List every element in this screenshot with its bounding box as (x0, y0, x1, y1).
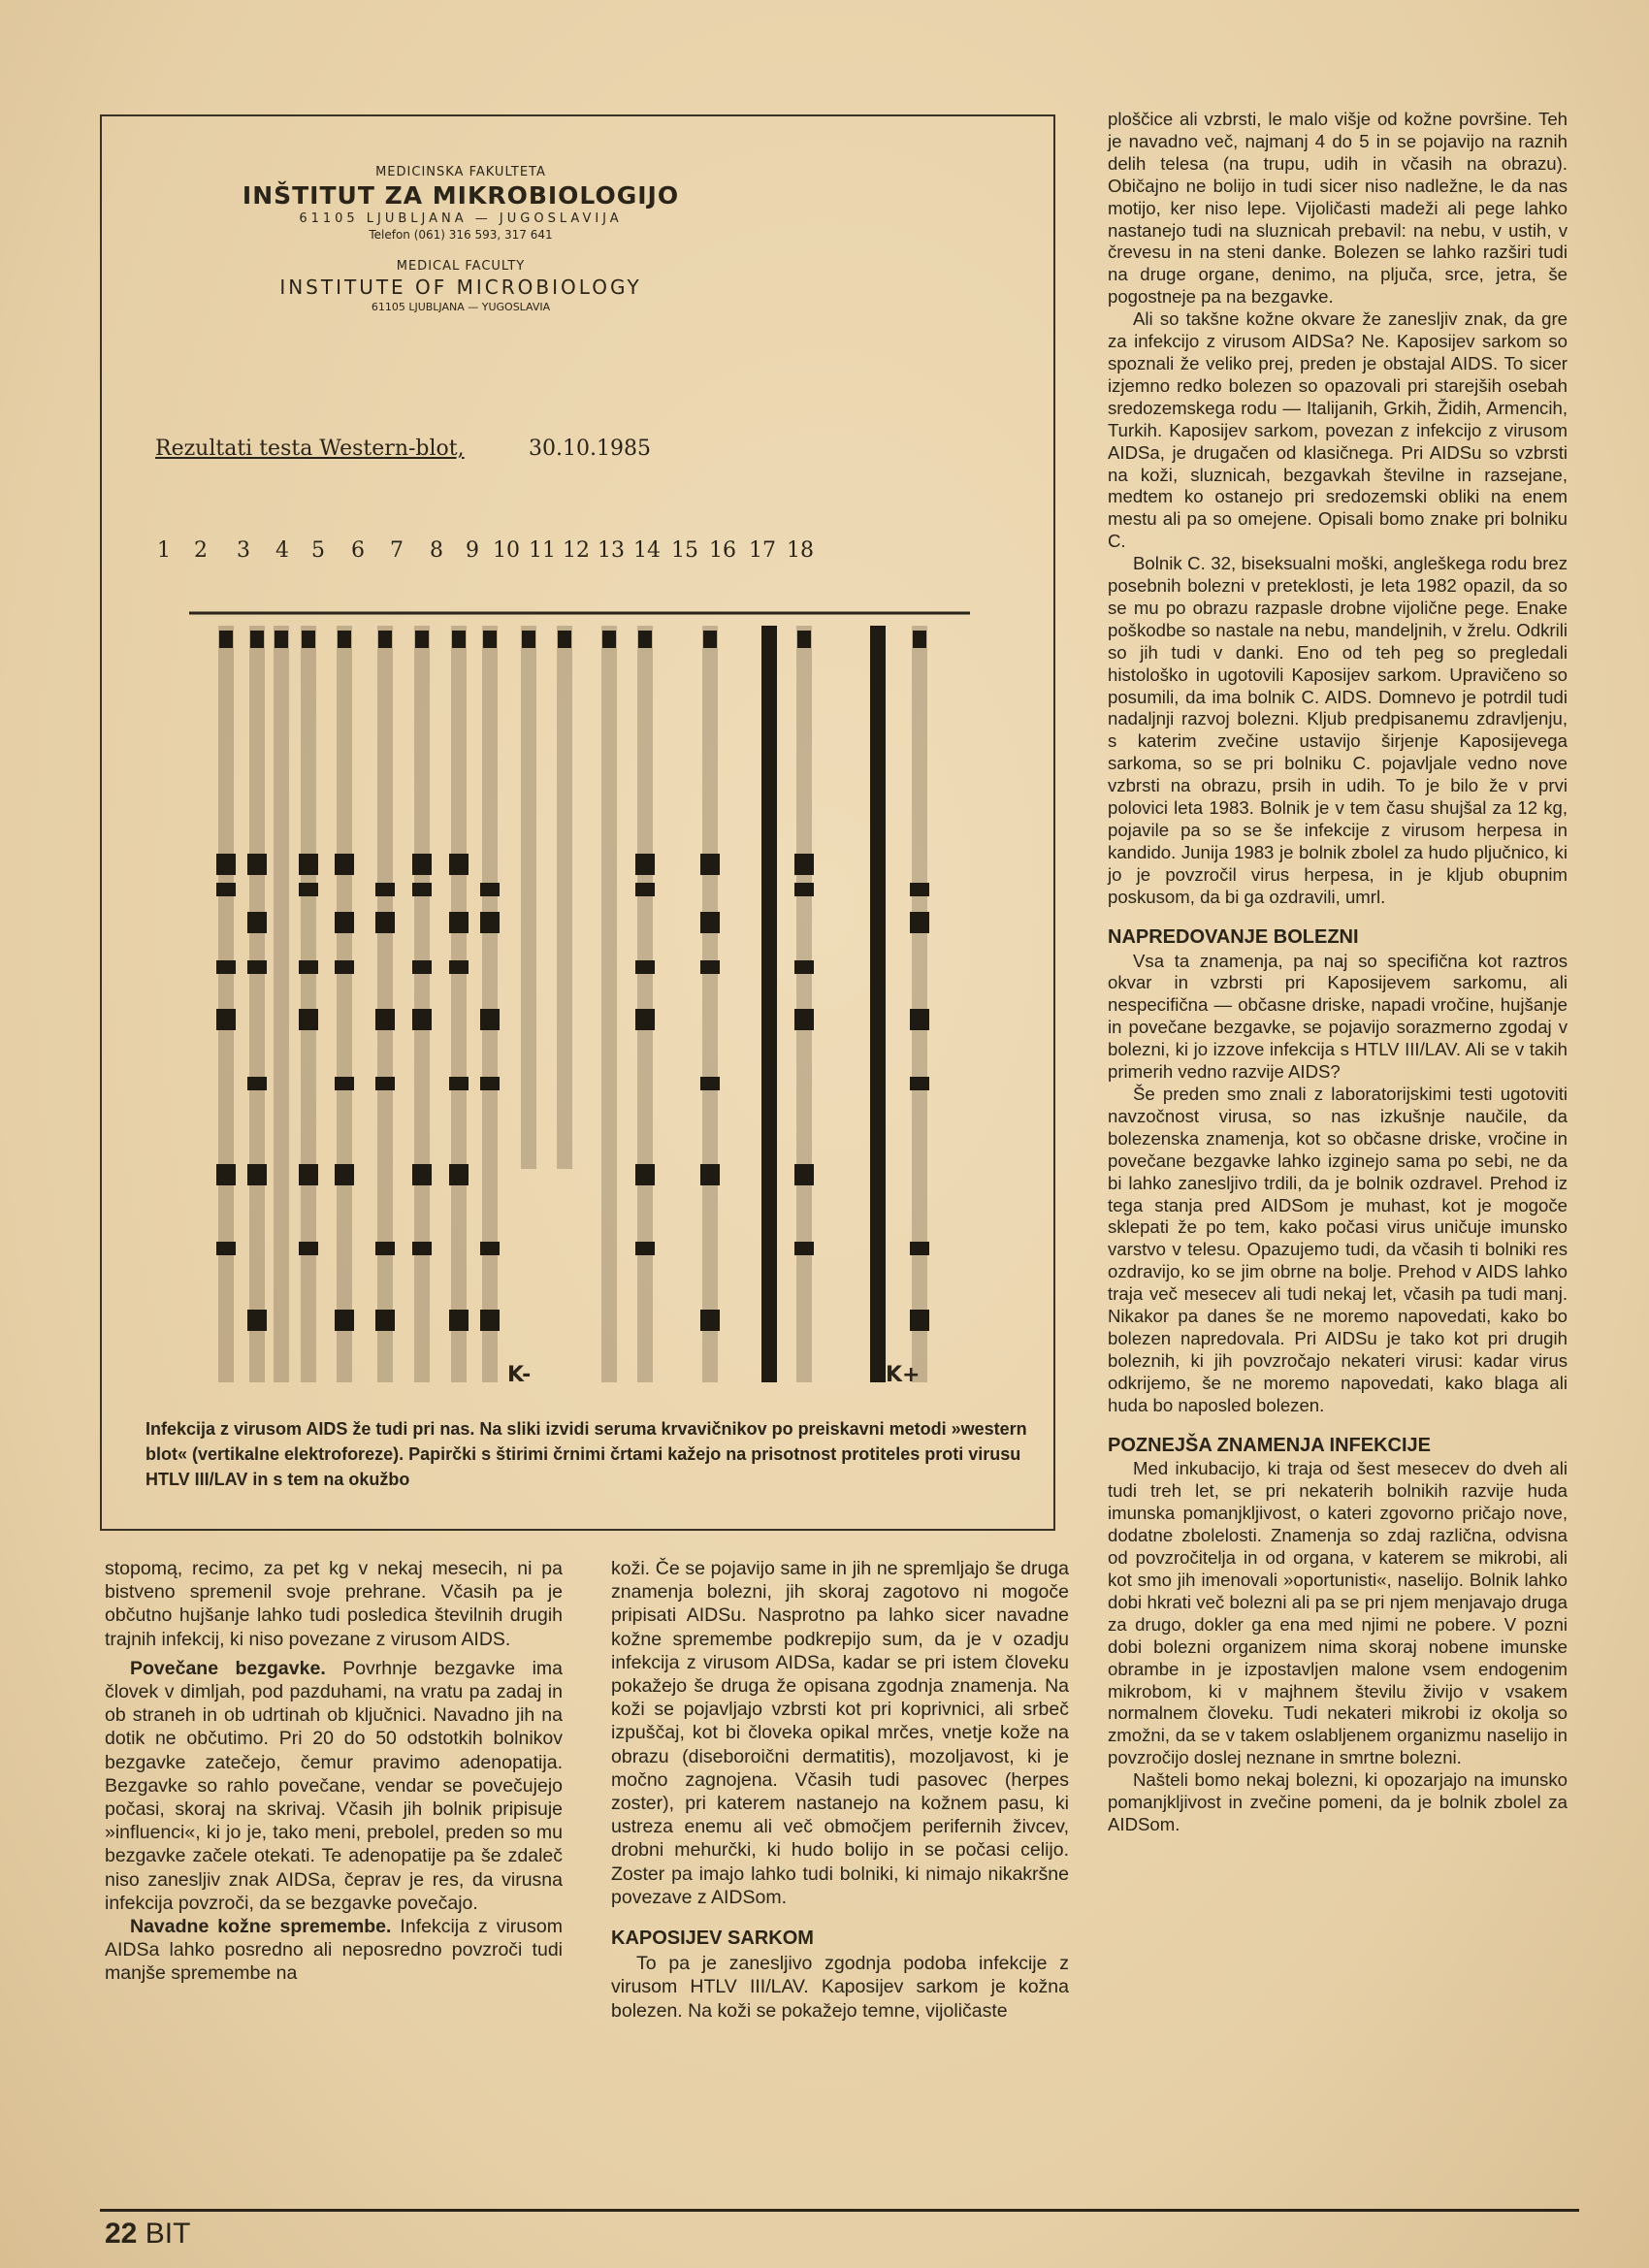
blot-strip (910, 626, 929, 1382)
blot-band (910, 1077, 929, 1090)
strip-label-mark (452, 631, 466, 648)
blot-band (299, 1242, 318, 1255)
lane-number: 16 (709, 538, 736, 563)
strip-label-mark (338, 631, 351, 648)
strip-label-mark (913, 631, 926, 648)
blot-band (635, 960, 655, 974)
letterhead-institute: INŠTITUT ZA MIKROBIOLOGIJO (242, 181, 680, 210)
lane-number: 1 (157, 538, 171, 563)
paragraph: Vsa ta znamenja, pa naj so specifična kot raztros okvar in vzbrsti pri Kaposijevem sarkomu, ali nespecifična — občasne driske, napadi vročine, hujšanje in povečane bezgavke, se pojavijo sorazmerno zgodaj v bolezni, ki jo izzove infekcija s HTLV III/LAV. Ali se v takih primerih vedno razvije AIDS? (1108, 950, 1568, 1083)
lane-number: 10 (493, 538, 520, 563)
strip-label-mark (415, 631, 429, 648)
blot-band (375, 1242, 395, 1255)
blot-band (299, 960, 318, 974)
blot-band (335, 1077, 354, 1090)
lane-number: 8 (430, 538, 443, 563)
paragraph: Ali so takšne kožne okvare že zanesljiv znak, da gre za infekcijo z virusom AIDSa? Ne. Kaposijev sarkom so spoznali že veliko prej, preden je obstajal AIDS. To sicer izjemno redko bolezen so opazovali pri starejših osebah sredozemskega rodu — Italijanih, Grkih, Židih, Armencih, Turkih. Kaposijev sarkom, povezan z infekcijo z virusom AIDSa, je drugačen od klasičnega. Pri AIDSu so vzbrsti na koži, sluznicah, bezgavkah številne in razsejane, medtem ko ostanejo pri sredozemski obliki na enem mestu ali pa so omejene. Opisali bomo znake pri bolniku C. (1108, 308, 1568, 552)
blot-band (247, 960, 267, 974)
blot-band (635, 1242, 655, 1255)
blot-band (299, 854, 318, 875)
blot-band (794, 1242, 814, 1255)
section-heading: KAPOSIJEV SARKOM (611, 1928, 814, 1950)
blot-band (247, 854, 267, 875)
strip-label-mark (378, 631, 392, 648)
blot-band (216, 1242, 236, 1255)
lane-number: 5 (311, 538, 325, 563)
lane-number: 11 (529, 538, 556, 563)
paragraph: Med inkubacijo, ki traja od šest mesecev do dveh ali tudi treh let, se pri nekaterih bolnikih razvije huda imunska pomanjkljivost, o kateri zgovorno pričajo nove, dodatne zbolelosti. Znamenja so zdaj različna, odvisna od povzročitelja in od organa, v katerem se mikrobi, ali kot smo jih imenovali »oportunisti«, naselijo. Bolnik lahko dobi hkrati več bolezni ali pa se pri njem menjavajo druga za drugo, dokler ga ena med njimi ne pobere. V pozni dobi bolezni organizem nima skoraj nobene imunske obrambe in je izpostavljen malone vsem endogenim mikrobom, ki v majhnem številu živijo v vsakem normalnem človeku. Tudi nekateri mikrobi iz okolja so zmožni, da se v takem oslabljenem organizmu naselijo in povzročijo doslej neznane in smrtne bolezni. (1108, 1458, 1568, 1768)
blot-band (216, 960, 236, 974)
lane-number: 13 (598, 538, 625, 563)
blot-band (299, 1164, 318, 1185)
blot-strip (761, 626, 777, 1382)
blot-band (794, 883, 814, 896)
paragraph: Še preden smo znali z laboratorijskimi testi ugotoviti navzočnost virusa, so nas izkušnje naučile, da bolezenska znamenja, kot so občasne driske, vročine in povečane bezgavke lahko izginejo sama po sebi, ne da bi lahko zanesljivo trdili, da je bolnik ozdravel. Prehod iz tega stanja pred AIDSom je muhast, kot je mogoče sklepati že po tem, kako počasi virus uničuje imunsko varstvo v telesu. Opazujemo tudi, da včasih ti bolniki res ozdravijo, ko se jim obrne na bolje. Prehod v AIDS lahko traja več mesecev ali tudi nekaj let, včasih pa tudi manj. Nikakor pa danes še ne moremo napovedati, kako bo bolezen napredovala. Pri AIDSu je tako kot pri drugih boleznih, ki jih povzročajo nekateri virusi: kadar virus odkrijemo, še ne moremo napovedati, kako blaga ali huda bo naposled bolezen. (1108, 1083, 1568, 1415)
lane-number: 18 (787, 538, 814, 563)
text-column-left (105, 1557, 563, 1986)
blot-band (375, 1077, 395, 1090)
blot-band (700, 960, 720, 974)
strip-label-mark (871, 631, 885, 648)
magazine-name: BIT (145, 2218, 191, 2250)
blot-band (335, 912, 354, 933)
blot-strip (601, 626, 617, 1382)
blot-band (216, 854, 236, 875)
blot-band (375, 883, 395, 896)
blot-band (299, 883, 318, 896)
paragraph: To pa je zanesljivo zgodnja podoba infekcije z virusom HTLV III/LAV. Kaposijev sarkom je kožna bolezen. Na koži se pokažejo temne, vijoličaste (611, 1953, 1069, 2022)
blot-strip (870, 626, 886, 1382)
lane-number: 2 (194, 538, 208, 563)
strip-label-mark (638, 631, 652, 648)
letterhead-institute-en: INSTITUTE OF MICROBIOLOGY (279, 275, 642, 299)
blot-band (335, 1310, 354, 1331)
letterhead-address: 61105 LJUBLJANA — JUGOSLAVIJA (299, 211, 623, 226)
page-folio (105, 2218, 190, 2251)
letterhead-faculty: MEDICINSKA FAKULTETA (375, 165, 546, 179)
strip-label-mark (219, 631, 233, 648)
blot-band (216, 883, 236, 896)
blot-band (412, 1242, 432, 1255)
blot-band (700, 912, 720, 933)
blot-band (412, 883, 432, 896)
blot-band (910, 912, 929, 933)
section-heading: NAPREDOVANJE BOLEZNI (1108, 925, 1359, 948)
paragraph: stopomą, recimo, za pet kg v nekaj mesecih, ni pa bistveno spremenil svoje prehrane. Včasih pa je občutno hujšanje lahko tudi posledica številnih drugih trajnih infekcij, ki niso povezane z virusom AIDS. (105, 1558, 563, 1650)
strip-label-mark (762, 631, 776, 648)
section-heading: POZNEJŠA ZNAMENJA INFEKCIJE (1108, 1434, 1432, 1456)
blot-strip (412, 626, 432, 1382)
blot-strip (557, 626, 572, 1169)
blot-band (480, 1242, 500, 1255)
blot-band (635, 854, 655, 875)
strip-label-mark (275, 631, 288, 648)
lane-number: 15 (671, 538, 698, 563)
positive-control-label: K+ (886, 1363, 921, 1387)
blot-band (449, 960, 469, 974)
blot-band (700, 1164, 720, 1185)
blot-band (449, 1164, 469, 1185)
blot-band (794, 1164, 814, 1185)
strip-label-mark (250, 631, 264, 648)
blot-strip (449, 626, 469, 1382)
blot-band (412, 960, 432, 974)
blot-band (216, 1009, 236, 1030)
blot-band (449, 1310, 469, 1331)
blot-strip (216, 626, 236, 1382)
blot-strip (335, 626, 354, 1382)
blot-band (335, 854, 354, 875)
lane-number: 3 (237, 538, 250, 563)
paragraph: Našteli bomo nekaj bolezni, ki opozarjajo na imunsko pomanjkljivost in zvečine pomeni, da je bolnik zbolel za AIDSom. (1108, 1769, 1568, 1834)
blot-band (335, 1164, 354, 1185)
strip-label-mark (602, 631, 616, 648)
blot-band (700, 854, 720, 875)
blot-band (480, 883, 500, 896)
blot-band (335, 960, 354, 974)
paragraph: koži. Če se pojavijo same in jih ne spremljajo še druga znamenja bolezni, jih skoraj zagotovo ni mogoče pripisati AIDSu. Nasprotno pa lahko sicer navadne kožne spremembe podkrepijo sum, da je v ozadju infekcija z virusom AIDSa, kadar se pri istem človeku pokažejo še druga že opisana zgodnja znamenja. Na koži se pojavljajo vzbrsti kot pri koprivnici, ali srbeč izpuščaj, kot bi človeka opikal mrčes, vnetje kože na obrazu (diseboroični dermatitis), mozoljavost, ki je močno zagnojena. Včasih tudi pasovec (herpes zoster), pri katerem nastanejo na kožnem pasu, ki ustreza enemu ali več območjem perifernih živcev, drobni mehurčki, ki hudo bolijo in se počasi celijo. Zoster pa imajo lahko tudi bolniki, ki nimajo nikakršne povezave z AIDSom. (611, 1558, 1069, 1908)
blot-band (794, 854, 814, 875)
blot-strip (521, 626, 536, 1169)
blot-band (449, 912, 469, 933)
text-column-right (1108, 109, 1568, 1836)
blot-band (299, 1009, 318, 1030)
blot-strip (274, 626, 289, 1382)
blot-band (247, 1310, 267, 1331)
paragraph: Povečane bezgavke. Povrhnje bezgavke ima človek v dimljah, pod pazduhami, na vratu pa zadaj in ob straneh in ob udrtinah ob ključnici. Navadno jih na dotik ne občutimo. Pri 20 do 50 odstotkih bolnikov bezgavke zatečejo, čemur pravimo adenopatija. Bezgavke so rahlo povečane, vendar se povečujejo počasi, skoraj na skrivaj. Včasih jih bolnik pripisuje »influenci«, ki jo je, tako meni, prebolel, preden so mu bezgavke začele otekati. Te adenopatije pa še zdaleč niso zanesljiv znak AIDSa, čeprav je res, da virusna infekcija povzroči, da se bezgavke povečajo. (105, 1657, 563, 1914)
figure-caption: Infekcija z virusom AIDS že tudi pri nas. Na sliki izvidi seruma krvavičnikov po preiskavni metodi »western blot« (vertikalne elektroforeze). Papirčki s štirimi črnimi črtami kažejo na prisotnost protiteles proti virusu HTLV III/LAV in s tem na okužbo (146, 1419, 1027, 1489)
strip-label-mark (302, 631, 315, 648)
blot-band (375, 1009, 395, 1030)
blot-band (910, 883, 929, 896)
strip-label-mark (483, 631, 497, 648)
lane-number: 14 (633, 538, 661, 563)
blot-band (449, 854, 469, 875)
blot-band (635, 1009, 655, 1030)
test-date: 30.10.1985 (529, 437, 651, 461)
letterhead-faculty-en: MEDICAL FACULTY (396, 259, 526, 274)
blot-strip (375, 626, 395, 1382)
lane-number: 4 (275, 538, 289, 563)
lane-number: 17 (749, 538, 776, 563)
letterhead-phone: Telefon (061) 316 593, 317 641 (369, 228, 553, 242)
western-blot-figure (100, 114, 1055, 1531)
lane-number: 12 (563, 538, 590, 563)
blot-band (247, 1077, 267, 1090)
blot-band (635, 883, 655, 896)
blot-band (910, 1242, 929, 1255)
footer-rule (100, 2209, 1579, 2212)
blot-band (412, 1009, 432, 1030)
blot-band (700, 1077, 720, 1090)
page-number: 22 (105, 2218, 138, 2250)
blot-band (480, 1009, 500, 1030)
blot-strip (700, 626, 720, 1382)
blot-band (247, 912, 267, 933)
blot-band (794, 960, 814, 974)
strip-label-mark (797, 631, 811, 648)
lane-number: 9 (466, 538, 479, 563)
blot-band (449, 1077, 469, 1090)
lane-number: 6 (351, 538, 365, 563)
paragraph: ploščice ali vzbrsti, le malo višje od kožne površine. Teh je navadno več, najmanj 4 do 5 in se pojavijo na raznih delih telesa (na trupu, udih in včasih na obrazu). Običajno ne bolijo in tudi sicer niso nadležne, le da nas motijo, ker niso lepe. Vijoličasti madeži ali pege lahko nastanejo tudi na sluznicah prebavil: na nebu, v ustih, v črevesu in na steni danke. Bolezen se lahko razširi tudi na druge organe, denimo, na pljuča, srce, jetra, še pogostneje pa na bezgavke. (1108, 109, 1568, 308)
strip-label-mark (703, 631, 717, 648)
blot-band (480, 1310, 500, 1331)
blot-band (375, 1310, 395, 1331)
blot-strip (247, 626, 267, 1382)
blot-band (480, 1077, 500, 1090)
blot-strip (299, 626, 318, 1382)
blot-band (480, 912, 500, 933)
blot-strip (480, 626, 500, 1382)
blot-strips (102, 116, 1057, 1407)
blot-band (700, 1310, 720, 1331)
blot-band (910, 1009, 929, 1030)
letterhead-address-en: 61105 LJUBLJANA — YUGOSLAVIA (371, 301, 551, 313)
blot-strip (794, 626, 814, 1382)
blot-band (375, 912, 395, 933)
blot-band (635, 1164, 655, 1185)
negative-control-label: K- (507, 1363, 532, 1387)
paragraph: Bolnik C. 32, biseksualni moški, angleškega rodu brez posebnih bolezni v preteklosti, je leta 1982 opazil, da so se mu po obrazu razpasle drobne vijolične pege. Enake poškodbe so nastale na nebu, mandeljnih, v žrelu. Odkrili so jih tudi v danki. Eno od teh peg so pregledali histološko in ugotovili Kaposijev sarkom. Upravičeno so posumili, da ima bolnik C. AIDS. Domnevo je potrdil tudi nadaljnji razvoj bolezni. Kljub predpisanemu zdravljenju, s katerim zvečine ustavijo širjenje Kaposijevega sarkoma, so se pri bolniku C. pojavljale vedno nove vzbrsti na obrazu, prsih in udih. To je bilo že v prvi polovici leta 1983. Bolnik je v tem času shujšal za 12 kg, pojavile pa so se še infekcije z virusom herpesa in kandido. Junija 1983 je bolnik zbolel za hudo pljučnico, ki jo je povzročil virus herpesa, in je kljub obupnim poskusom, da bi ga ozdravili, umrl. (1108, 553, 1568, 907)
paragraph: Navadne kožne spremembe. Infekcija z virusom AIDSa lahko posredno ali neposredno povzroči tudi manjše spremembe na (105, 1916, 563, 1985)
blot-band (216, 1164, 236, 1185)
blot-band (910, 1310, 929, 1331)
blot-band (247, 1164, 267, 1185)
blot-band (412, 1164, 432, 1185)
test-title: Rezultati testa Western-blot, (155, 437, 465, 461)
strip-label-mark (522, 631, 535, 648)
blot-band (412, 854, 432, 875)
text-column-middle (611, 1557, 1069, 2023)
blot-band (794, 1009, 814, 1030)
blot-strip (635, 626, 655, 1382)
lane-number: 7 (390, 538, 404, 563)
strip-label-mark (558, 631, 571, 648)
